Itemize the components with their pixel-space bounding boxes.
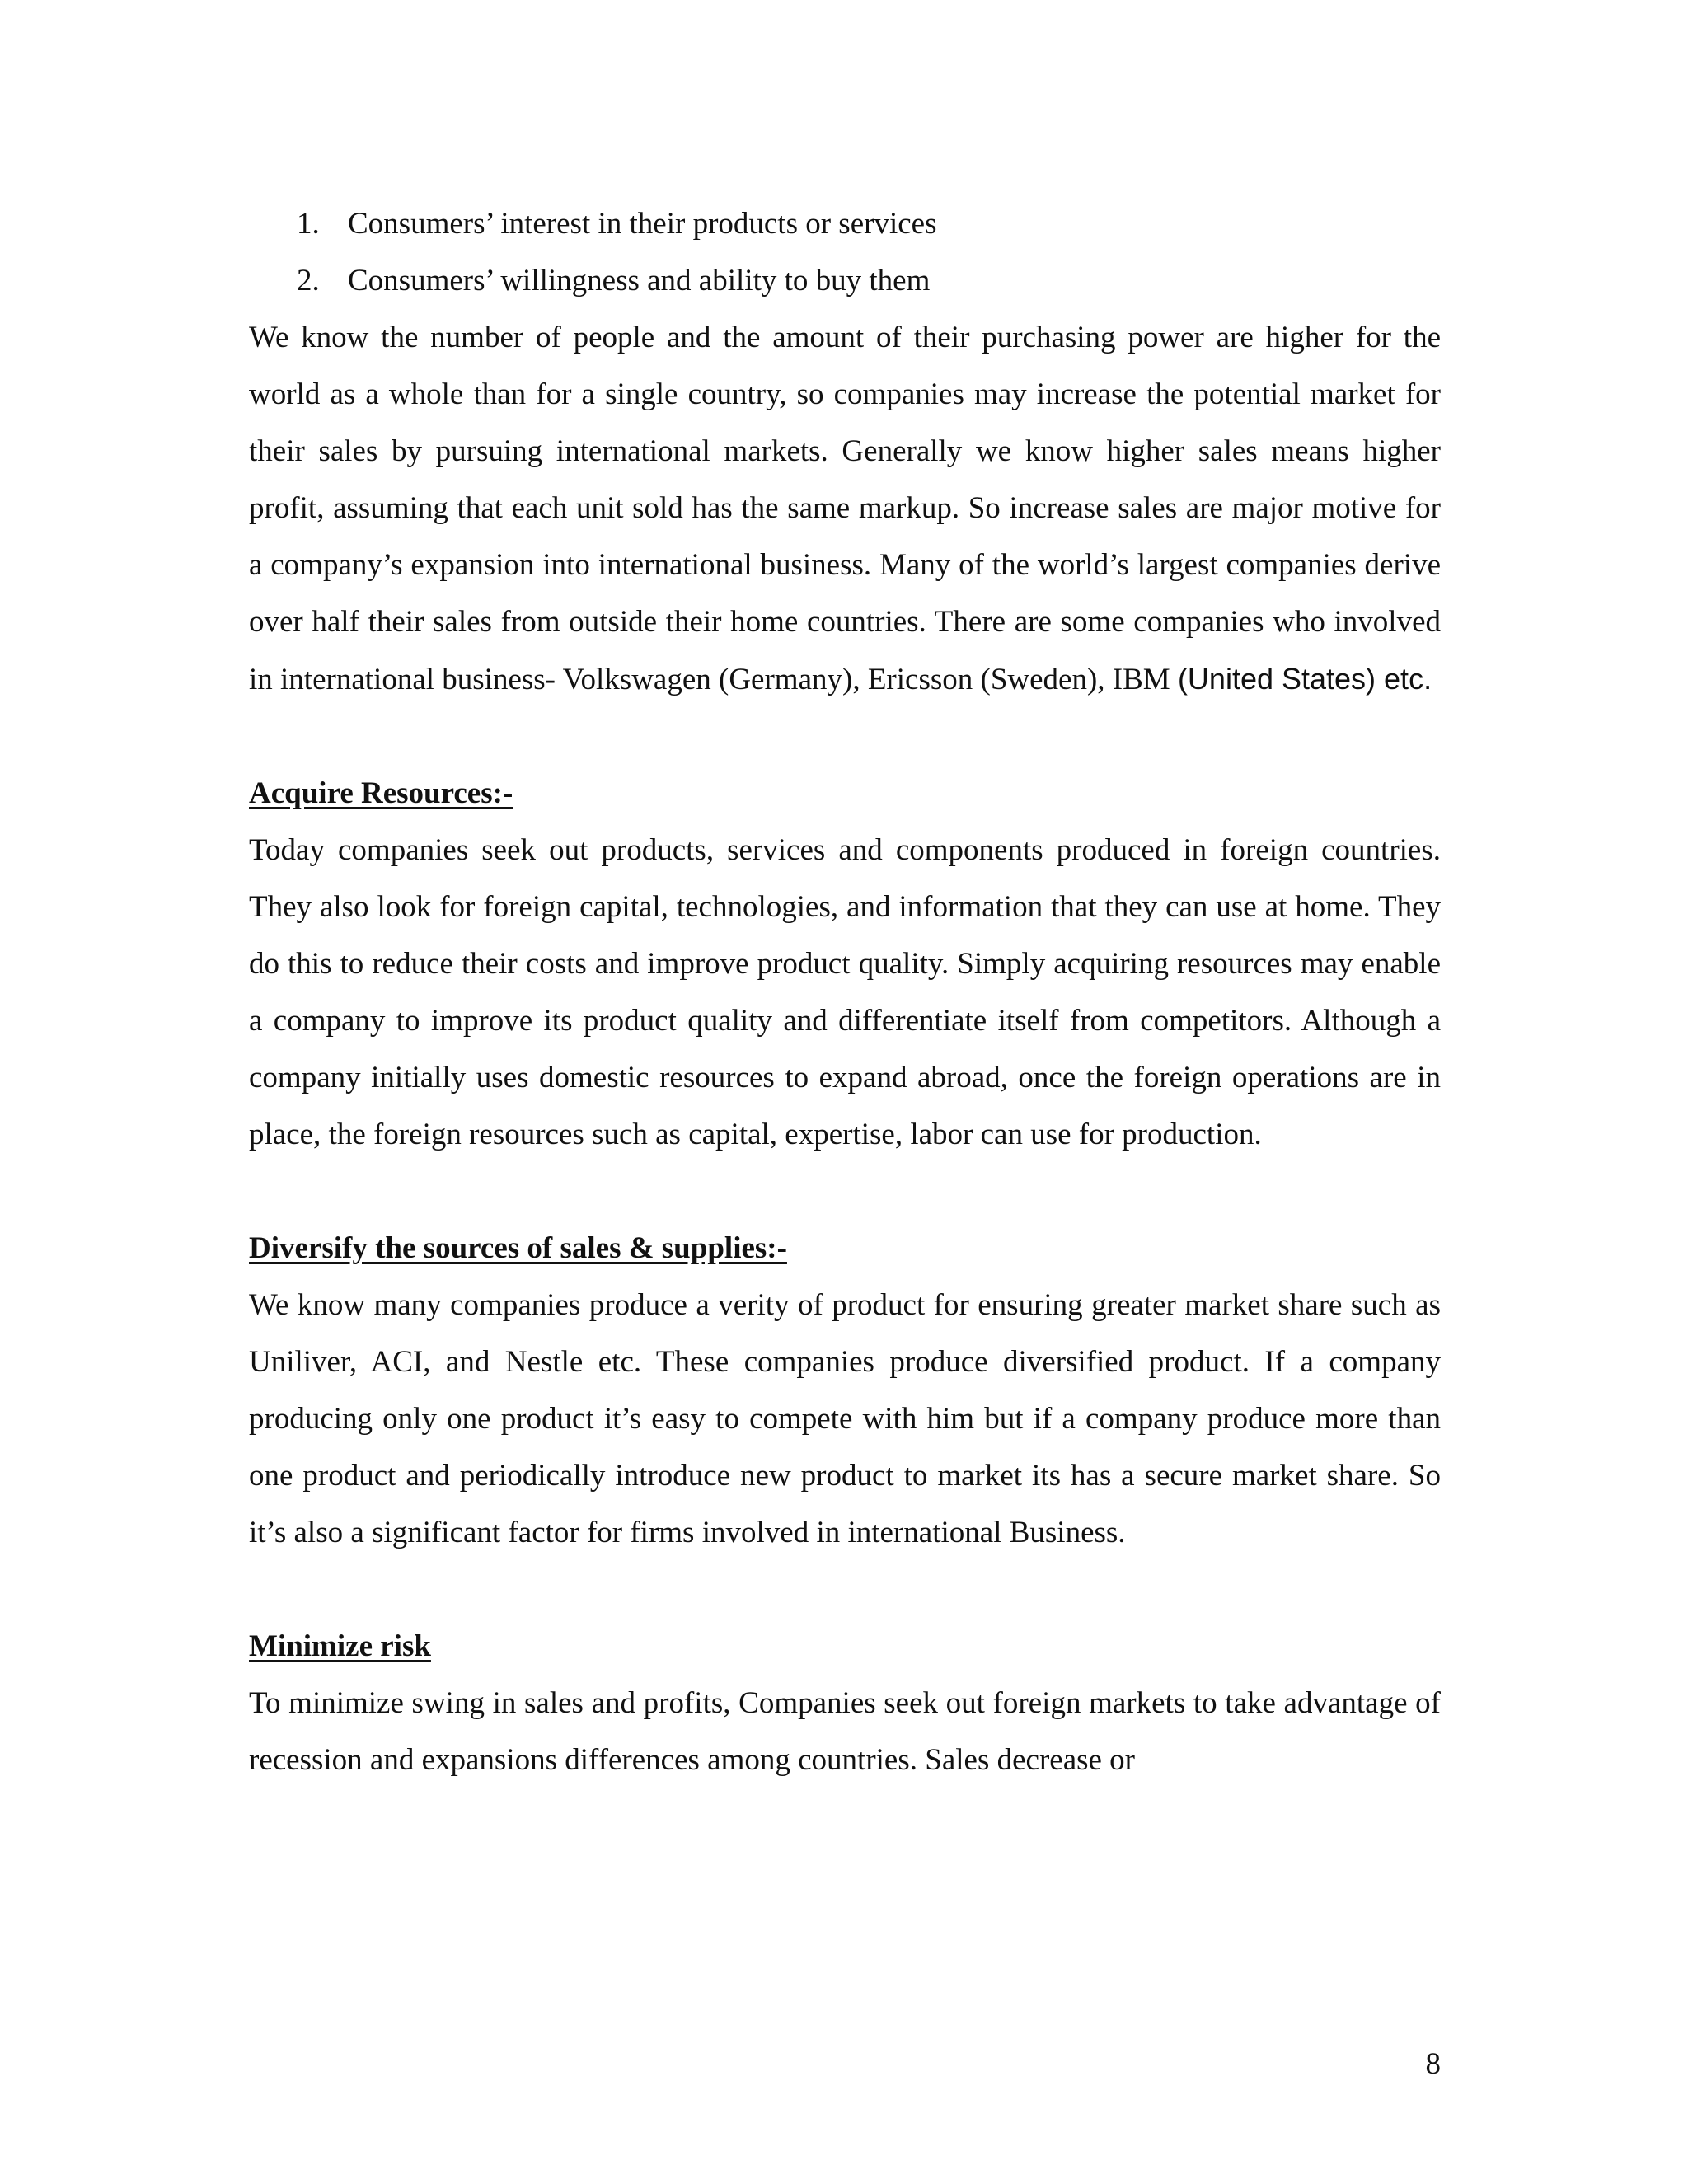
page-content bbox=[249, 195, 1441, 1788]
intro-paragraph bbox=[249, 309, 1441, 708]
list-item-text: Consumers’ willingness and ability to buy them bbox=[348, 264, 931, 298]
paragraph-spacer bbox=[249, 1163, 1441, 1220]
paragraph-spacer bbox=[249, 1561, 1441, 1618]
numbered-list bbox=[249, 195, 1441, 309]
list-item-number: 2. bbox=[297, 264, 320, 298]
list-item bbox=[249, 195, 1441, 252]
section-heading-acquire-resources: Acquire Resources:- bbox=[249, 776, 513, 810]
list-item bbox=[249, 252, 1441, 309]
section-heading-diversify: Diversify the sources of sales & supplies:- bbox=[249, 1231, 787, 1265]
section-body-diversify: We know many companies produce a verity of product for ensuring greater market share such as Uniliver, ACI, and Nestle etc. These companies produce diversified product. If a company producing only one product it’s easy to compete with him but if a company produce more than one product and periodically introduce new product to market its has a secure market share. So it’s also a significant factor for firms involved in international Business. bbox=[249, 1288, 1441, 1549]
page-number: 8 bbox=[1425, 2047, 1441, 2081]
intro-paragraph-text: We know the number of people and the amount of their purchasing power are higher for the world as a whole than for a single country, so companies may increase the potential market for their sales by pursuing international markets. Generally we know higher sales means higher profit, assuming that each unit sold has the same markup. So increase sales are major motive for a company’s expansion into international business. Many of the world’s largest companies derive over half their sales from outside their home countries. There are some companies who involved in international business- Volkswagen (Germany), Ericsson (Sweden), IBM bbox=[249, 321, 1441, 696]
section-body-minimize-risk: To minimize swing in sales and profits, Companies seek out foreign markets to take advantage of recession and expansions differences among countries. Sales decrease or bbox=[249, 1686, 1441, 1777]
intro-paragraph-tail: (United States) etc. bbox=[1177, 662, 1432, 696]
paragraph-spacer bbox=[249, 708, 1441, 765]
section-body-acquire-resources: Today companies seek out products, services and components produced in foreign countries. They also look for foreign capital, technologies, and information that they can use at home. They do this to reduce their costs and improve product quality. Simply acquiring resources may enable a company to improve its product quality and differentiate itself from competitors. Although a company initially uses domestic resources to expand abroad, once the foreign operations are in place, the foreign resources such as capital, expertise, labor can use for production. bbox=[249, 833, 1441, 1151]
section-heading-minimize-risk: Minimize risk bbox=[249, 1629, 431, 1663]
list-item-number: 1. bbox=[297, 207, 320, 241]
list-item-text: Consumers’ interest in their products or services bbox=[348, 207, 937, 241]
